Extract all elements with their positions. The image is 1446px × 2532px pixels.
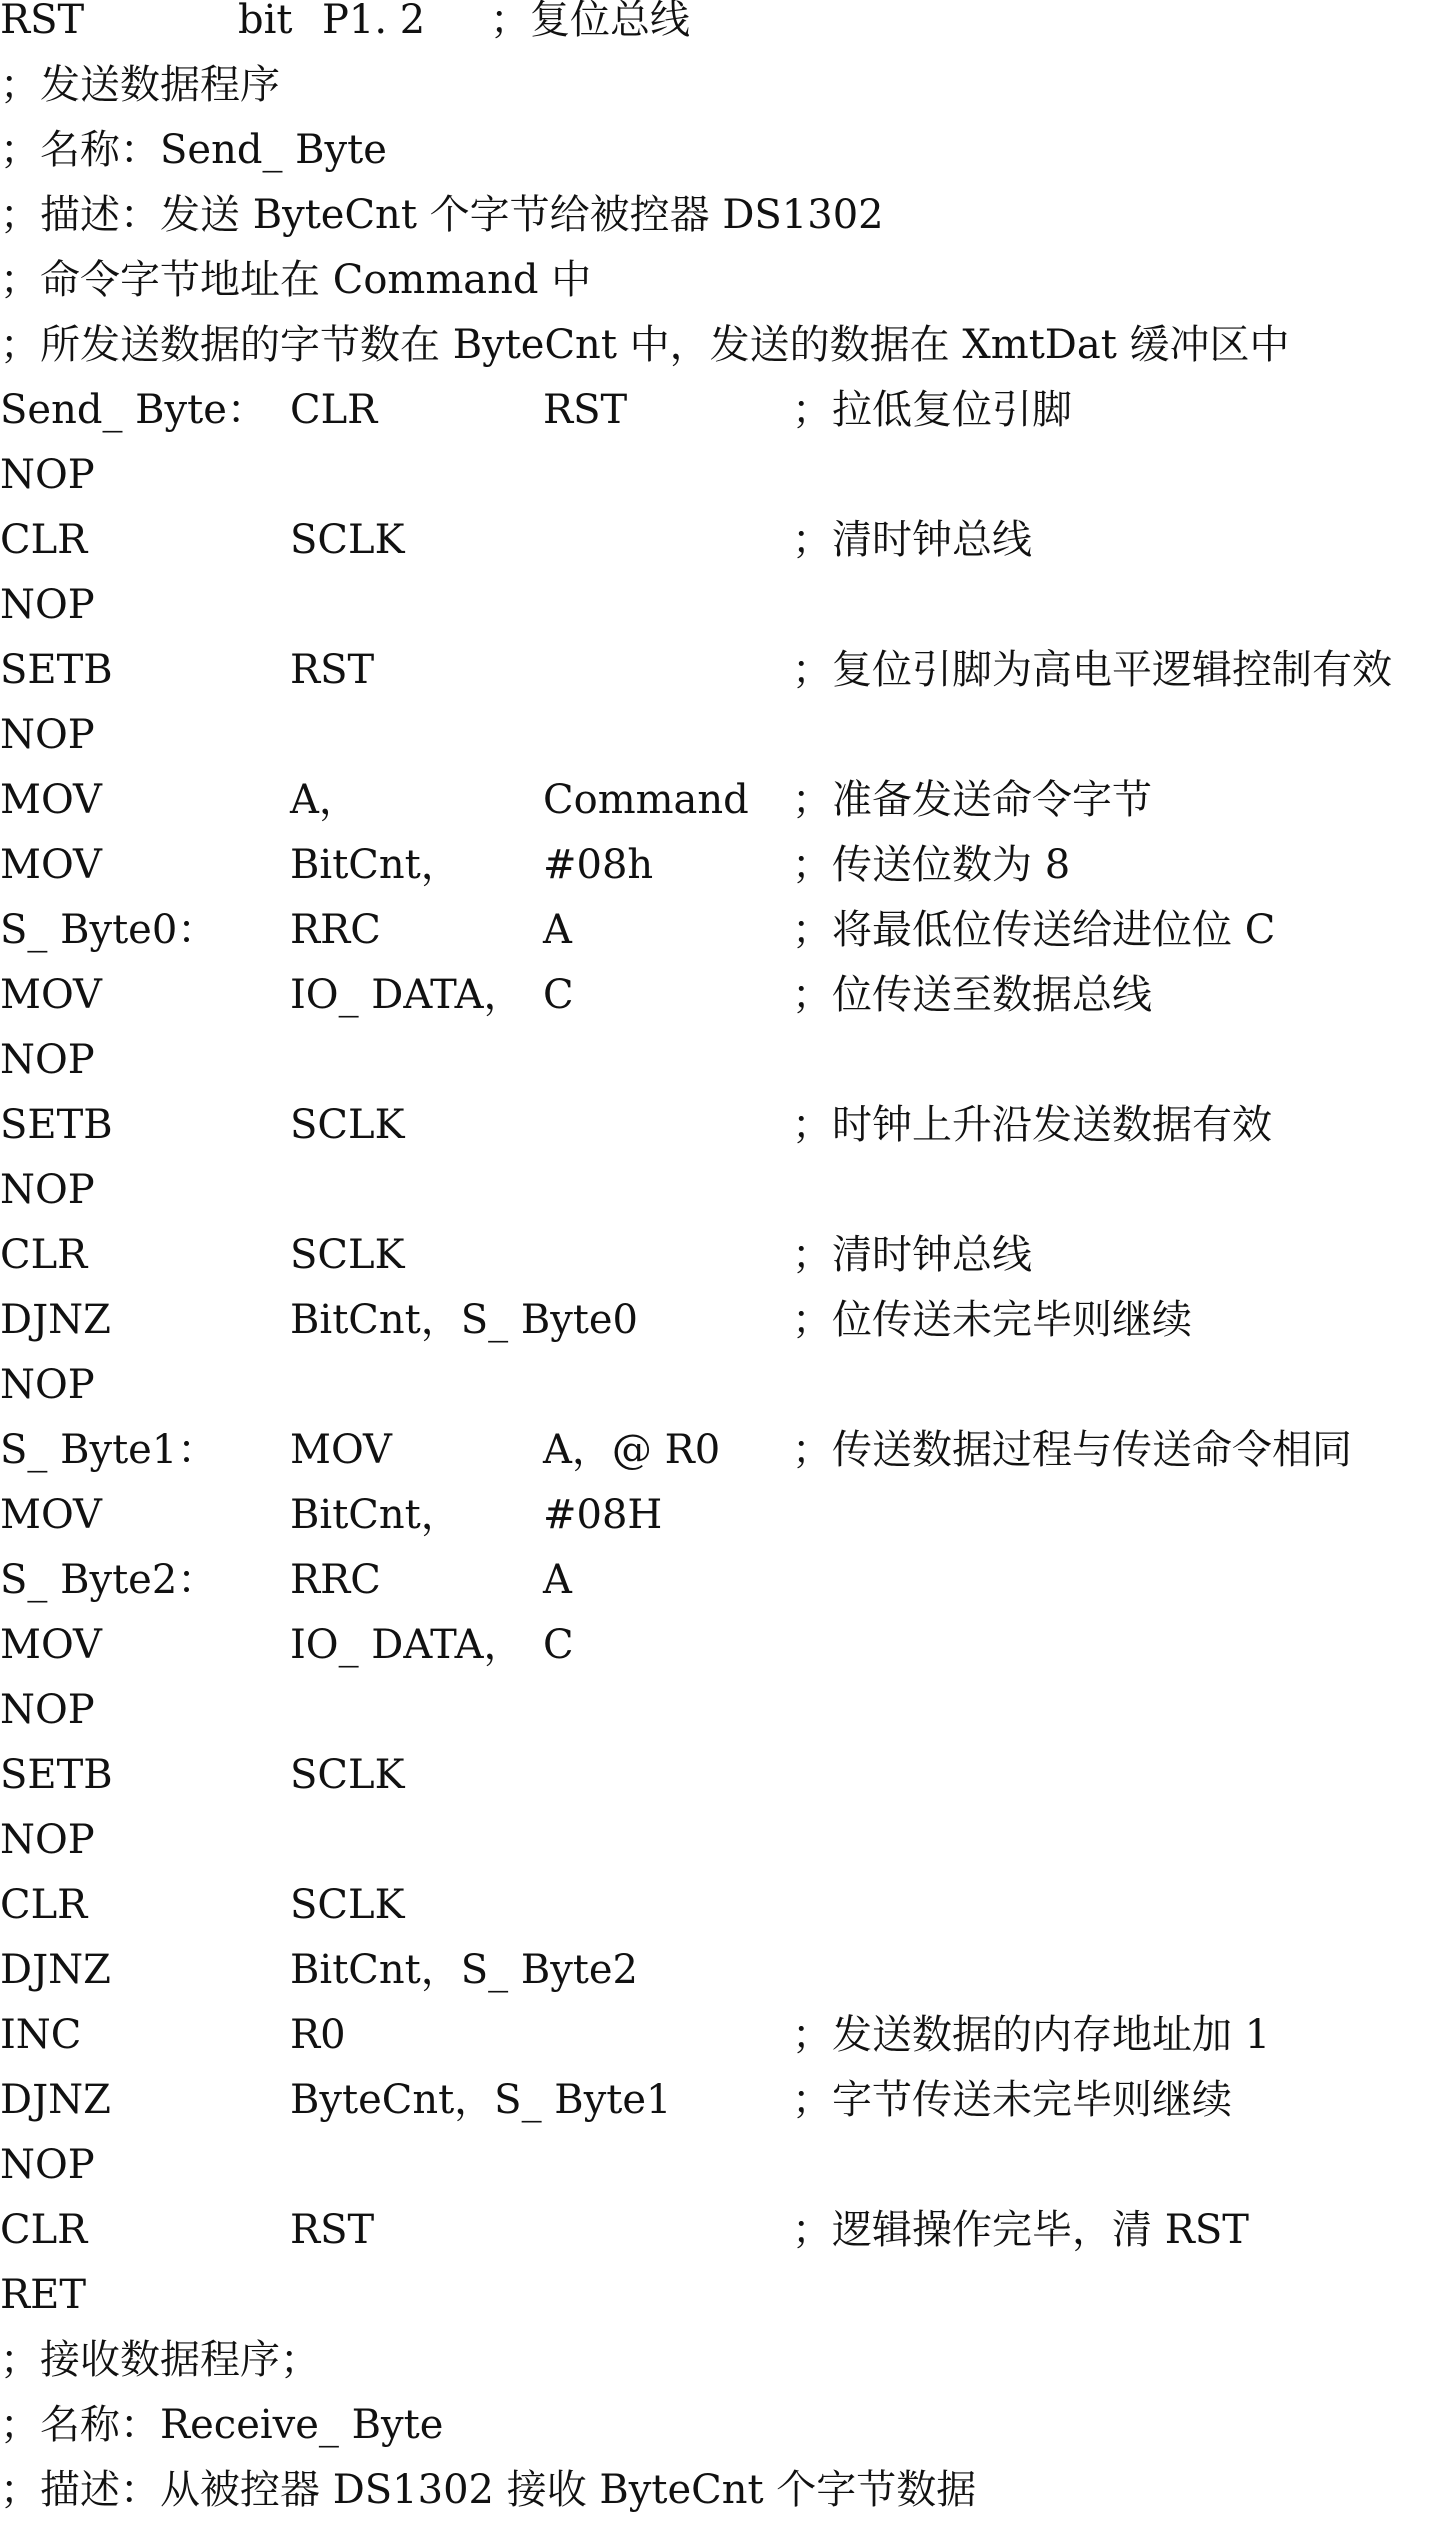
code-line bbox=[0, 963, 1446, 1028]
code-instruction: SCLK bbox=[290, 1882, 405, 1928]
code-instruction: R0 bbox=[290, 2012, 346, 2058]
header-pin: P1. 2 bbox=[322, 0, 426, 43]
code-line bbox=[0, 768, 1446, 833]
code-label: CLR bbox=[0, 1232, 88, 1278]
code-line bbox=[0, 1158, 1446, 1223]
code-label: S_ Byte0： bbox=[0, 907, 218, 953]
code-label: CLR bbox=[0, 1882, 88, 1928]
code-line bbox=[0, 1288, 1446, 1353]
code-operand: A，@ R0 bbox=[543, 1427, 721, 1473]
code-comment: ；清时钟总线 bbox=[792, 517, 1032, 563]
code-label: DJNZ bbox=[0, 2077, 111, 2123]
code-operand: A bbox=[543, 1557, 572, 1603]
code-label: DJNZ bbox=[0, 1297, 111, 1343]
comment-text: ；描述：从被控器 DS1302 接收 ByteCnt 个字节数据 bbox=[0, 2467, 977, 2513]
code-line bbox=[0, 2263, 1446, 2328]
code-line bbox=[0, 1028, 1446, 1093]
code-instruction: RST bbox=[290, 647, 375, 693]
code-comment: ；位传送至数据总线 bbox=[792, 972, 1152, 1018]
code-instruction: ByteCnt，S_ Byte1 bbox=[290, 2077, 672, 2123]
code-label: SETB bbox=[0, 1102, 113, 1148]
code-operand: #08h bbox=[543, 842, 654, 888]
code-instruction: SCLK bbox=[290, 517, 405, 563]
code-instruction: CLR bbox=[290, 387, 378, 433]
comment-text: ；名称：Receive_ Byte bbox=[0, 2402, 444, 2448]
code-line bbox=[0, 2068, 1446, 2133]
code-label: NOP bbox=[0, 1037, 95, 1083]
code-label: MOV bbox=[0, 842, 102, 888]
code-label: NOP bbox=[0, 1687, 95, 1733]
code-line bbox=[0, 1548, 1446, 1613]
code-line bbox=[0, 1223, 1446, 1288]
code-operand: RST bbox=[543, 387, 628, 433]
comment-line bbox=[0, 2458, 1446, 2523]
code-label: NOP bbox=[0, 1817, 95, 1863]
code-operand: C bbox=[543, 972, 574, 1018]
code-comment: ；清时钟总线 bbox=[792, 1232, 1032, 1278]
code-line bbox=[0, 1483, 1446, 1548]
code-line bbox=[0, 638, 1446, 703]
comment-line bbox=[0, 2328, 1446, 2393]
code-comment: ；传送位数为 8 bbox=[792, 842, 1071, 888]
code-label: NOP bbox=[0, 1362, 95, 1408]
comment-text: ；名称：Send_ Byte bbox=[0, 127, 387, 173]
code-label: NOP bbox=[0, 452, 95, 498]
code-instruction: IO_ DATA， bbox=[290, 1622, 524, 1668]
code-line bbox=[0, 1093, 1446, 1158]
comment-line bbox=[0, 118, 1446, 183]
code-label: SETB bbox=[0, 1752, 113, 1798]
comment-line bbox=[0, 53, 1446, 118]
code-instruction: BitCnt， bbox=[290, 842, 461, 888]
code-label: Send_ Byte： bbox=[0, 387, 267, 433]
code-label: MOV bbox=[0, 972, 102, 1018]
header-symbol: RST bbox=[0, 0, 85, 43]
code-line bbox=[0, 1418, 1446, 1483]
code-instruction: SCLK bbox=[290, 1232, 405, 1278]
code-line bbox=[0, 378, 1446, 443]
code-line bbox=[0, 508, 1446, 573]
code-label: NOP bbox=[0, 712, 95, 758]
code-line bbox=[0, 2133, 1446, 2198]
code-instruction: BitCnt， bbox=[290, 1492, 461, 1538]
comment-text: ；描述：发送 ByteCnt 个字节给被控器 DS1302 bbox=[0, 192, 884, 238]
code-label: S_ Byte2： bbox=[0, 1557, 218, 1603]
code-line bbox=[0, 1938, 1446, 2003]
code-label: NOP bbox=[0, 2142, 95, 2188]
comment-line bbox=[0, 313, 1446, 378]
comment-line bbox=[0, 2393, 1446, 2458]
code-line bbox=[0, 1743, 1446, 1808]
code-line bbox=[0, 2198, 1446, 2263]
code-instruction: RST bbox=[290, 2207, 375, 2253]
comment-text: ；所发送数据的字节数在 ByteCnt 中，发送的数据在 XmtDat 缓冲区中 bbox=[0, 322, 1290, 368]
header-comment: ；复位总线 bbox=[490, 0, 690, 43]
code-line bbox=[0, 2003, 1446, 2068]
code-instruction: MOV bbox=[290, 1427, 392, 1473]
code-comment: ；传送数据过程与传送命令相同 bbox=[792, 1427, 1352, 1473]
header-keyword: bit bbox=[238, 0, 293, 43]
code-instruction: SCLK bbox=[290, 1102, 405, 1148]
code-comment: ；复位引脚为高电平逻辑控制有效 bbox=[792, 647, 1392, 693]
code-instruction: SCLK bbox=[290, 1752, 405, 1798]
code-instruction: RRC bbox=[290, 907, 381, 953]
code-operand: Command bbox=[543, 777, 749, 823]
code-instruction: BitCnt，S_ Byte0 bbox=[290, 1297, 639, 1343]
code-label: MOV bbox=[0, 1622, 102, 1668]
code-line bbox=[0, 833, 1446, 898]
code-operand: C bbox=[543, 1622, 574, 1668]
code-comment: ；准备发送命令字节 bbox=[792, 777, 1152, 823]
code-instruction: A， bbox=[290, 777, 359, 823]
code-comment: ；将最低位传送给进位位 C bbox=[792, 907, 1276, 953]
code-line bbox=[0, 898, 1446, 963]
code-comment: ；字节传送未完毕则继续 bbox=[792, 2077, 1232, 2123]
comment-text: ；接收数据程序； bbox=[0, 2337, 320, 2383]
code-comment: ；逻辑操作完毕，清 RST bbox=[792, 2207, 1249, 2253]
code-label: CLR bbox=[0, 2207, 88, 2253]
code-label: CLR bbox=[0, 517, 88, 563]
code-operand: #08H bbox=[543, 1492, 663, 1538]
code-line bbox=[0, 1808, 1446, 1873]
code-comment: ；发送数据的内存地址加 1 bbox=[792, 2012, 1271, 2058]
code-line bbox=[0, 1613, 1446, 1678]
code-line bbox=[0, 1353, 1446, 1418]
comment-line bbox=[0, 248, 1446, 313]
code-comment: ；时钟上升沿发送数据有效 bbox=[792, 1102, 1272, 1148]
code-label: RET bbox=[0, 2272, 86, 2318]
code-instruction: BitCnt，S_ Byte2 bbox=[290, 1947, 639, 1993]
code-line bbox=[0, 1678, 1446, 1743]
code-label: S_ Byte1： bbox=[0, 1427, 218, 1473]
code-operand: A bbox=[543, 907, 572, 953]
code-instruction: RRC bbox=[290, 1557, 381, 1603]
header-line bbox=[0, 0, 1446, 53]
code-label: SETB bbox=[0, 647, 113, 693]
comment-text: ；命令字节地址在 Command 中 bbox=[0, 257, 592, 303]
code-label: MOV bbox=[0, 777, 102, 823]
code-label: NOP bbox=[0, 582, 95, 628]
code-label: DJNZ bbox=[0, 1947, 111, 1993]
code-label: MOV bbox=[0, 1492, 102, 1538]
code-label: INC bbox=[0, 2012, 82, 2058]
code-line bbox=[0, 703, 1446, 768]
code-line bbox=[0, 443, 1446, 508]
code-comment: ；拉低复位引脚 bbox=[792, 387, 1072, 433]
comment-line bbox=[0, 183, 1446, 248]
code-instruction: IO_ DATA， bbox=[290, 972, 524, 1018]
code-label: NOP bbox=[0, 1167, 95, 1213]
code-comment: ；位传送未完毕则继续 bbox=[792, 1297, 1192, 1343]
code-line bbox=[0, 573, 1446, 638]
code-line bbox=[0, 1873, 1446, 1938]
comment-text: ；发送数据程序 bbox=[0, 62, 280, 108]
